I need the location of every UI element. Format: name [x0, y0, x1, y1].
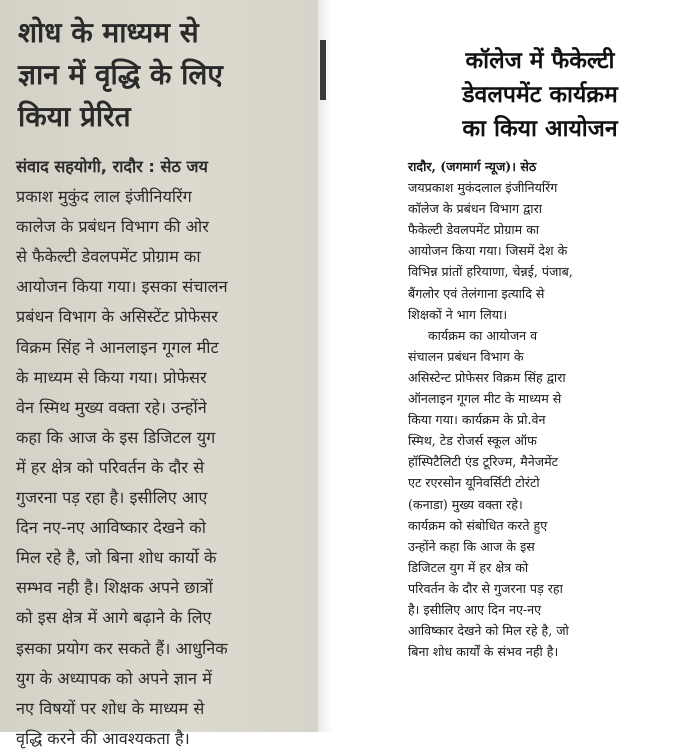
right-body-line: बिना शोध कार्यों के संभव नही है। — [408, 644, 559, 660]
right-body-line: शिक्षकों ने भाग लिया। — [408, 306, 508, 322]
right-body-line: संचालन प्रबंधन विभाग के — [408, 348, 524, 364]
left-body-line: वेन स्मिथ मुख्य वक्ता रहे। उन्होंने — [16, 397, 207, 417]
right-body-line: विभिन्न प्रांतों हरियाणा, चेन्नई, पंजाब, — [408, 264, 573, 280]
right-body-line: फैकेल्टी डेवलपमेंट प्रोग्राम का — [408, 222, 540, 238]
clipping-divider — [318, 0, 332, 732]
left-article-body — [16, 152, 304, 754]
right-body-line: हॉस्पिटैलिटी एंड टूरिज्म, मैनेजमेंट — [408, 454, 558, 470]
adjacent-clipping-edge — [320, 40, 326, 100]
left-body-line: के माध्यम से किया गया। प्रोफेसर — [16, 367, 207, 387]
right-body-line: रादौर, (जगमार्ग न्यूज)। सेठ — [408, 159, 537, 174]
left-body-line: मिल रहे है, जो बिना शोध कार्यो के — [16, 548, 217, 568]
left-body-line: सम्भव नही है। शिक्षक अपने छात्रों — [16, 578, 213, 598]
left-headline — [18, 12, 304, 138]
left-body-line: से फैकेल्टी डेवलपमेंट प्रोग्राम का — [16, 247, 201, 267]
left-body-line: प्रबंधन विभाग के असिस्टेंट प्रोफेसर — [16, 307, 218, 327]
right-body-line: किया गया। कार्यक्रम के प्रो.वेन — [408, 412, 546, 428]
left-body-line: युग के अध्यापक को अपने ज्ञान में — [16, 668, 212, 688]
right-body-line: उन्होंने कहा कि आज के इस — [408, 538, 535, 554]
right-body-line: आविष्कार देखने को मिल रहे है, जो — [408, 623, 569, 639]
left-headline-line: शोध के माध्यम से — [18, 16, 199, 49]
right-body-line: आयोजन किया गया। जिसमें देश के — [408, 243, 568, 259]
right-headline-line: डेवलपमेंट कार्यक्रम — [462, 82, 618, 108]
right-body-line: डिजिटल युग में हर क्षेत्र को — [408, 559, 529, 575]
left-news-clipping — [0, 0, 318, 748]
left-body-line: वृद्धि करने की आवश्यकता है। — [16, 728, 190, 748]
left-body-line: कहा कि आज के इस डिजिटल युग — [16, 427, 216, 447]
left-body-line: आयोजन किया गया। इसका संचालन — [16, 277, 228, 297]
left-body-line: में हर क्षेत्र को परिवर्तन के दौर से — [16, 457, 205, 477]
left-body-line: संवाद सहयोगी, रादौर : सेठ जय — [16, 157, 208, 176]
left-body-line: को इस क्षेत्र में आगे बढ़ाने के लिए — [16, 608, 212, 628]
right-body-line: कॉलेज के प्रबंधन विभाग द्वारा — [408, 201, 542, 217]
left-body-line: प्रकाश मुकुंद लाल इंजीनियरिंग — [16, 187, 192, 207]
left-body-line: नए विषयों पर शोध के माध्यम से — [16, 698, 205, 718]
right-article-body — [408, 156, 684, 662]
right-body-line: परिवर्तन के दौर से गुजरना पड़ रहा — [408, 580, 563, 596]
left-body-line: कालेज के प्रबंधन विभाग की ओर — [16, 217, 209, 237]
right-body-line: जयप्रकाश मुकंदलाल इंजीनियरिंग — [408, 180, 558, 196]
right-headline — [396, 44, 684, 146]
left-body-line: विक्रम सिंह ने आनलाइन गूगल मीट — [16, 337, 219, 357]
right-body-line: स्मिथ, टेड रोजर्स स्कूल ऑफ — [408, 433, 537, 449]
right-body-line: ऑनलाइन गूगल मीट के माध्यम से — [408, 391, 562, 407]
right-body-line: कार्यक्रम को संबोधित करते हुए — [408, 517, 548, 533]
right-body-line: असिस्टेन्ट प्रोफेसर विक्रम सिंह द्वारा — [408, 369, 566, 385]
right-body-line: है। इसीलिए आए दिन नए-नए — [408, 601, 542, 617]
right-news-clipping — [400, 0, 700, 732]
left-body-line: इसका प्रयोग कर सकते हैं। आधुनिक — [16, 638, 228, 658]
right-body-line: बैंगलोर एवं तेलंगाना इत्यादि से — [408, 285, 545, 301]
right-headline-line: का किया आयोजन — [462, 116, 618, 142]
right-headline-line: कॉलेज में फैकेल्टी — [465, 48, 615, 74]
right-body-line: कार्यक्रम का आयोजन व — [428, 327, 538, 343]
left-headline-line: किया प्रेरित — [18, 100, 131, 133]
left-body-line: दिन नए-नए आविष्कार देखने को — [16, 518, 206, 538]
left-body-line: गुजरना पड़ रहा है। इसीलिए आए — [16, 488, 208, 508]
right-body-line: (कनाडा) मुख्य वक्ता रहे। — [408, 496, 523, 512]
right-body-line: एट रएरसोन यूनिवर्सिटी टोरंटो — [408, 475, 540, 491]
left-headline-line: ज्ञान में वृद्धि के लिए — [18, 58, 223, 91]
